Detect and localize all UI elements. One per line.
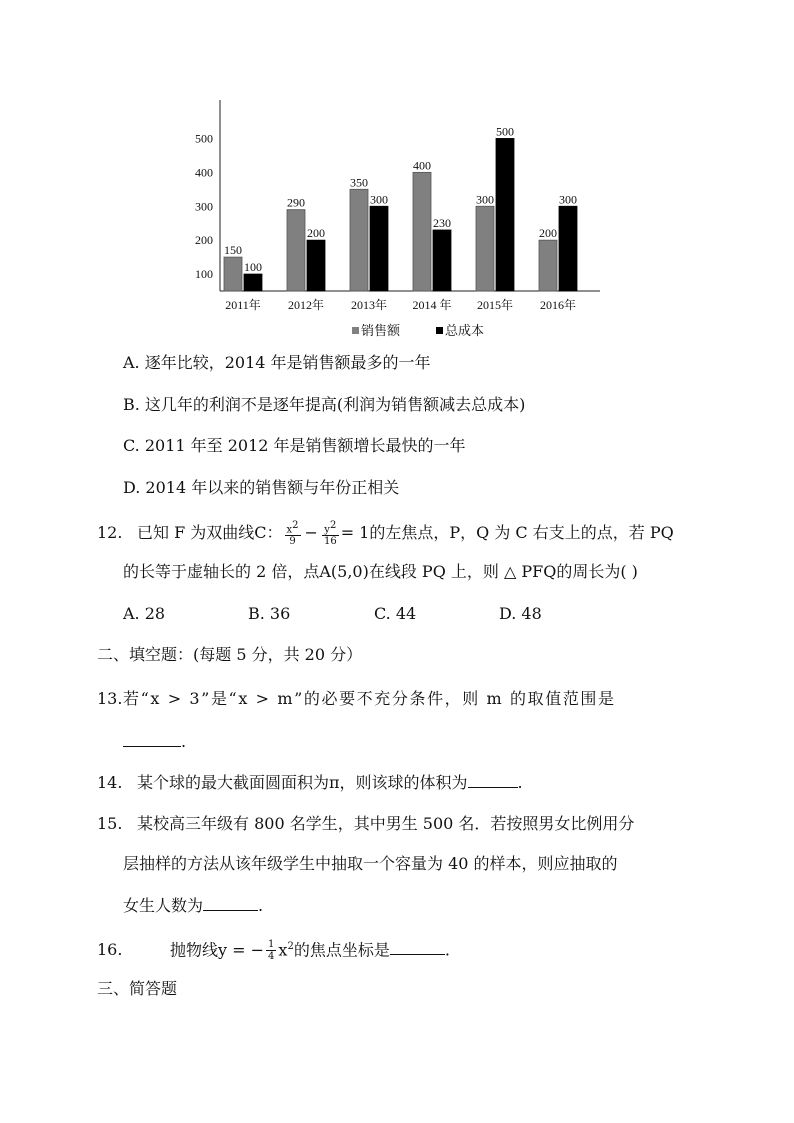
q13-end: . bbox=[181, 732, 187, 751]
q15-text1: 某校高三年级有 800 名学生，其中男生 500 名．若按照男女比例用分 bbox=[137, 814, 635, 833]
q13-number: 13. bbox=[97, 689, 123, 708]
q13-line2 bbox=[123, 730, 186, 753]
q12-option-b: B. 36 bbox=[248, 604, 291, 623]
bar-cost bbox=[307, 240, 325, 291]
q12-f2-num: y bbox=[324, 524, 330, 536]
x-tick-label: 2013年 bbox=[350, 298, 388, 312]
q15-line2: 层抽样的方法从该年级学生中抽取一个容量为 40 的样本，则应抽取的 bbox=[123, 854, 618, 873]
q12-line1 bbox=[97, 520, 674, 547]
q16-number: 16. bbox=[97, 940, 123, 960]
q16-frac-num: 1 bbox=[268, 939, 275, 951]
q11-option-c: C. 2011 年至 2012 年是销售额增长最快的一年 bbox=[123, 436, 466, 455]
section3-heading: 三、简答题 bbox=[97, 979, 178, 998]
q14-text: 某个球的最大截面圆面积为π，则该球的体积为 bbox=[137, 773, 468, 792]
legend-label: 总成本 bbox=[445, 323, 485, 338]
q12-f1-exp: 2 bbox=[292, 520, 299, 531]
q12-text-post: = 1的左焦点，P，Q 为 C 右支上的点，若 PQ bbox=[340, 523, 674, 543]
q15-number: 15. bbox=[97, 814, 123, 833]
bar-cost bbox=[244, 274, 262, 291]
data-label: 150 bbox=[224, 243, 242, 258]
q12-option-a: A. 28 bbox=[123, 604, 166, 623]
q16-frac-den: 4 bbox=[268, 951, 275, 963]
q16-text-post: 的焦点坐标是 bbox=[293, 940, 390, 960]
bar-cost bbox=[559, 206, 577, 291]
y-tick-label: 200 bbox=[195, 233, 213, 248]
data-label: 200 bbox=[307, 226, 325, 241]
data-label: 300 bbox=[476, 192, 494, 207]
q16-x: x bbox=[278, 940, 288, 960]
q15-end: . bbox=[258, 896, 264, 915]
q16-exp: 2 bbox=[287, 941, 294, 952]
q14-end: . bbox=[517, 773, 523, 792]
q12-f1-den: 9 bbox=[289, 536, 296, 548]
q16-answer-blank[interactable] bbox=[390, 938, 445, 955]
q16-fraction bbox=[266, 939, 276, 962]
bar-sales bbox=[539, 240, 557, 291]
q13-line1 bbox=[97, 688, 616, 710]
y-tick-label: 300 bbox=[195, 199, 213, 214]
section2-heading: 二、填空题：(每题 5 分，共 20 分） bbox=[97, 645, 363, 664]
x-tick-label: 2016年 bbox=[539, 298, 577, 312]
q12-minus: − bbox=[304, 523, 318, 543]
x-tick-label: 2012年 bbox=[287, 298, 325, 312]
data-label: 230 bbox=[433, 215, 451, 230]
data-label: 350 bbox=[350, 175, 368, 190]
y-tick-label: 500 bbox=[195, 131, 213, 146]
q15-line3 bbox=[123, 894, 263, 917]
q12-text-pre: 已知 F 为双曲线C： bbox=[137, 523, 283, 543]
data-label: 500 bbox=[496, 124, 514, 139]
bar-cost bbox=[370, 206, 388, 291]
q12-option-c: C. 44 bbox=[374, 604, 417, 623]
legend-swatch bbox=[352, 327, 359, 334]
y-tick-label: 100 bbox=[195, 267, 213, 282]
data-label: 200 bbox=[539, 226, 557, 241]
q16-end: . bbox=[444, 940, 450, 960]
x-tick-label: 2011年 bbox=[225, 298, 261, 312]
y-tick-label: 400 bbox=[195, 165, 213, 180]
legend-swatch bbox=[436, 327, 443, 334]
q15-text3: 女生人数为 bbox=[123, 896, 204, 915]
bar-sales bbox=[287, 210, 305, 291]
q11-option-d: D. 2014 年以来的销售额与年份正相关 bbox=[123, 478, 400, 497]
q15-line1 bbox=[97, 813, 634, 835]
q12-f2-den: 16 bbox=[323, 536, 337, 548]
data-label: 290 bbox=[287, 195, 305, 210]
q12-fraction-x bbox=[285, 520, 301, 547]
q16-text-pre: 抛物线y = − bbox=[170, 940, 265, 960]
bar-sales bbox=[350, 189, 368, 291]
q14-line bbox=[97, 771, 523, 794]
bar-sales bbox=[224, 257, 242, 291]
q13-answer-blank[interactable] bbox=[123, 730, 181, 747]
bar-cost bbox=[496, 138, 514, 291]
q12-f2-exp: 2 bbox=[329, 520, 337, 531]
data-label: 400 bbox=[413, 158, 431, 173]
x-tick-label: 2014 年 bbox=[412, 298, 452, 312]
q13-text: 若“x > 3”是“x > m”的必要不充分条件，则 m 的取值范围是 bbox=[123, 689, 616, 708]
q12-number: 12. bbox=[97, 523, 123, 543]
q14-answer-blank[interactable] bbox=[468, 771, 518, 788]
legend-label: 销售额 bbox=[361, 323, 401, 338]
data-label: 300 bbox=[370, 192, 388, 207]
bar-sales bbox=[413, 172, 431, 291]
q12-line2: 的长等于虚轴长的 2 倍，点A(5,0)在线段 PQ 上，则 △ PFQ的周长为( ) bbox=[123, 562, 638, 581]
q11-option-b: B. 这几年的利润不是逐年提高(利润为销售额减去总成本) bbox=[123, 395, 526, 414]
q16-line bbox=[97, 936, 450, 962]
bar-sales bbox=[476, 206, 494, 291]
q12-fraction-y bbox=[322, 520, 339, 547]
bar-cost bbox=[433, 230, 451, 291]
x-tick-label: 2015年 bbox=[476, 298, 514, 312]
bar-chart bbox=[185, 95, 605, 345]
q12-option-d: D. 48 bbox=[499, 604, 542, 623]
q11-option-a: A. 逐年比较，2014 年是销售额最多的一年 bbox=[123, 353, 431, 372]
data-label: 300 bbox=[559, 192, 577, 207]
data-label: 100 bbox=[244, 260, 262, 275]
q12-f1-num: x bbox=[286, 524, 293, 536]
q14-number: 14. bbox=[97, 773, 123, 792]
q15-answer-blank[interactable] bbox=[203, 894, 258, 911]
